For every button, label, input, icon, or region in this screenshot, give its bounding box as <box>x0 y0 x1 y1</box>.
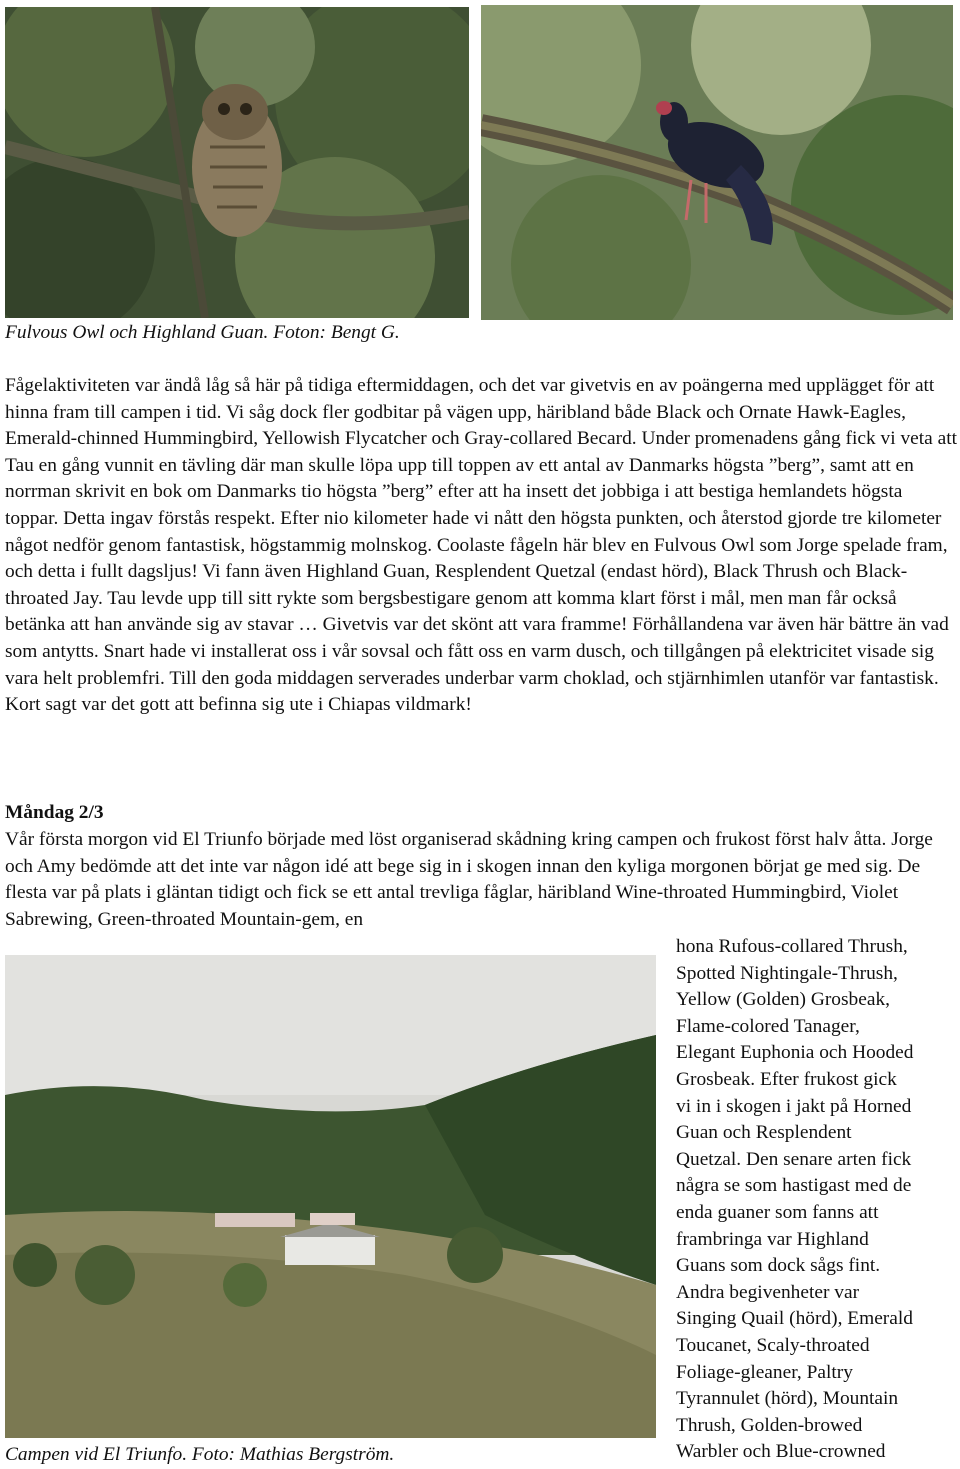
side-text-line: Guan och Resplendent <box>676 1122 852 1144</box>
side-text-line: Warbler och Blue-crowned <box>676 1441 886 1463</box>
side-text-line: frambringa var Highland <box>676 1228 869 1250</box>
side-text-line: vi in i skogen i jakt på Horned <box>676 1095 912 1117</box>
side-text-line: Toucanet, Scaly-throated <box>676 1334 870 1356</box>
side-text-column <box>676 934 960 1466</box>
photo-caption-owl-guan: Fulvous Owl och Highland Guan. Foton: Bengt G. <box>5 322 400 343</box>
photo-caption-camp: Campen vid El Triunfo. Foto: Mathias Bergström. <box>5 1444 395 1465</box>
side-text-line: Foliage-gleaner, Paltry <box>676 1361 853 1383</box>
side-text-line: Yellow (Golden) Grosbeak, <box>676 989 890 1011</box>
side-text-line: Elegant Euphonia och Hooded <box>676 1042 914 1064</box>
side-text-line: enda guaner som fanns att <box>676 1201 879 1223</box>
fulvous-owl-photo <box>5 7 469 318</box>
side-text-line: hona Rufous-collared Thrush, <box>676 936 908 957</box>
highland-guan-photo <box>481 5 953 320</box>
side-text-line: Spotted Nightingale-Thrush, <box>676 962 898 984</box>
side-text-line: Singing Quail (hörd), Emerald <box>676 1308 913 1330</box>
side-text-line: Grosbeak. Efter frukost gick <box>676 1068 897 1090</box>
side-text-line: Thrush, Golden-browed <box>676 1414 863 1436</box>
camp-photo <box>5 955 656 1438</box>
side-text-line: Tyrannulet (hörd), Mountain <box>676 1388 899 1410</box>
side-text-line: Andra begivenheter var <box>676 1281 860 1303</box>
side-text-line: Guans som dock sågs fint. <box>676 1255 881 1277</box>
body-paragraph-1: Fågelaktiviteten var ändå låg så här på tidiga eftermiddagen, och det var givetvis en av poängerna med upplägget för att hinna fram till campen i tid. Vi såg dock fler godbitar på vägen upp, häribland både Black och Ornate Hawk-Eagles, Emerald-chinned Hummingbird, Yellowish Flycatcher och Gray-collared Becard. Under promenadens gång fick vi veta att Tau en gång vunnit en tävling där man skulle löpa upp till toppen av ett antal av Danmarks högsta ”berg”, samt att en norrman skrivit en bok om Danmarks tio högsta ”berg” efter att ha insett det jobbiga i att bestiga hemlandets högsta toppar. Detta ingav förstås respekt. Efter nio kilometer hade vi nått den högsta punkten, och återstod gjorde tre kilometer något nedför genom fantastisk, högstammig molnskog. Coolaste fågeln här blev en Fulvous Owl som Jorge spelade fram, och detta i fullt dagsljus! Vi fann även Highland Guan, Resplendent Quetzal (endast hörd), Black Thrush och Black-throated Jay. Tau levde upp till sitt rykte som bergsbestigare genom att komma klart först i mål, men man får också betänka att han använde sig av stavar … Givetvis var det skönt att vara framme! Förhållandena var även här bättre än vad som antytts. Snart hade vi installerat oss i vår sovsal och fått oss en varm dusch, och tillgången på elektricitet visade sig vara helt problemfri. Till den goda middagen serverades underbar varm choklad, och stjärnhimlen utanför var fantastisk. Kort sagt var det gott att befinna sig ute i Chiapas vildmark! <box>5 375 957 716</box>
side-text-line: Quetzal. Den senare arten fick <box>676 1148 912 1170</box>
body-paragraph-2: Vår första morgon vid El Triunfo började med löst organiserad skådning kring campen och frukost först halv åtta. Jorge och Amy bedömde att det inte var någon idé att bege sig in i skogen innan den kyliga morgonen börjat ge med sig. De flesta var på plats i gläntan tidigt och fick se ett antal trevliga fåglar, häribland Wine-throated Hummingbird, Violet Sabrewing, Green-throated Mountain-gem, en <box>5 829 933 930</box>
section-heading: Måndag 2/3 <box>5 802 104 823</box>
side-text-line: Flame-colored Tanager, <box>676 1015 860 1037</box>
side-text-line: några se som hastigast med de <box>676 1175 912 1197</box>
